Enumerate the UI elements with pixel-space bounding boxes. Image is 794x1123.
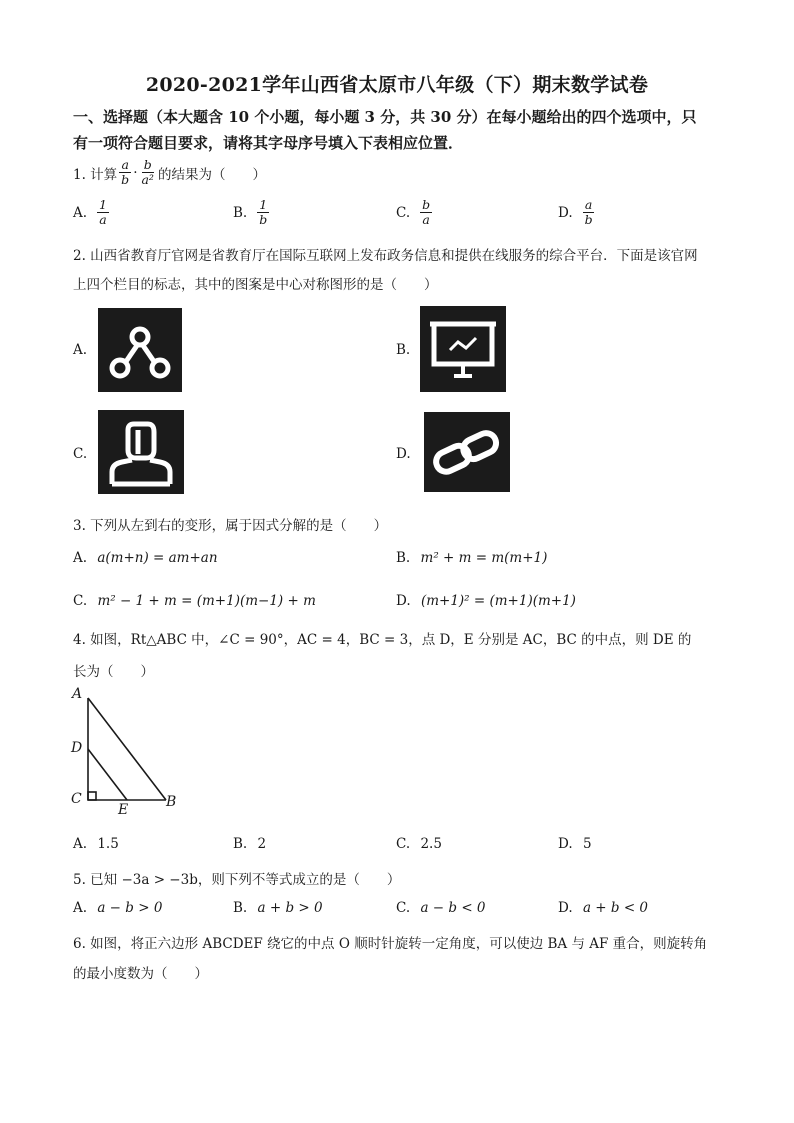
option-label: A. [73, 204, 88, 221]
option-label: C. [396, 900, 411, 916]
option-expression: a − b < 0 [420, 900, 486, 916]
q1-fraction-1 [119, 158, 131, 187]
frac-num: 1 [99, 197, 107, 212]
section-instructions-line2: 有一项符合题目要求，请将其字母序号填入下表相应位置． [73, 134, 464, 152]
frac-num: b [422, 197, 431, 212]
option-expression: a − b > 0 [97, 900, 163, 916]
frac-den: b [584, 212, 593, 227]
question-5-stem: 5. 已知 −3a > −3b，则下列不等式成立的是（ ） [73, 872, 401, 888]
frac-den: a [99, 212, 107, 227]
q1-option-b[interactable] [233, 198, 271, 227]
option-value: 1.5 [97, 836, 119, 852]
option-label: B. [233, 836, 248, 852]
option-value: 5 [582, 836, 592, 852]
q3-option-c[interactable] [73, 593, 316, 609]
q1-option-a-frac [97, 198, 109, 227]
option-expression: m² + m = m(m+1) [420, 550, 548, 566]
q2-option-c-label[interactable]: C. [73, 446, 88, 462]
option-label: A. [73, 836, 88, 852]
q4-option-c[interactable] [396, 836, 442, 852]
option-value: 2 [257, 836, 267, 852]
triangle-figure [68, 686, 188, 820]
q4-option-a[interactable] [73, 836, 119, 852]
vertex-label-b: B [166, 794, 177, 810]
option-label: A. [73, 900, 88, 916]
q1-dot: · [133, 164, 138, 181]
q1-frac2-den: a² [141, 172, 154, 187]
q1-fraction-2 [139, 158, 155, 187]
option-expression: m² − 1 + m = (m+1)(m−1) + m [97, 593, 316, 609]
option-expression: a + b < 0 [582, 900, 649, 916]
option-label: B. [396, 550, 411, 566]
vertex-label-d: D [71, 740, 83, 756]
side-ab [88, 698, 166, 800]
question-1-stem [73, 158, 266, 187]
vertex-label-a: A [72, 686, 83, 702]
question-2-line2: 上四个栏目的标志，其中的图案是中心对称图形的是（ ） [73, 277, 438, 293]
option-value: 2.5 [420, 836, 442, 852]
frac-den: b [259, 212, 268, 227]
option-expression: a + b > 0 [257, 900, 323, 916]
option-label: A. [73, 550, 88, 566]
option-expression: (m+1)² = (m+1)(m+1) [420, 593, 576, 609]
question-4-line2: 长为（ ） [73, 664, 154, 680]
q1-option-d-frac [583, 198, 595, 227]
q2-option-a-label[interactable]: A. [73, 342, 88, 358]
frac-num: a [584, 197, 593, 212]
vertex-label-e: E [118, 802, 129, 818]
presentation-board-icon[interactable] [420, 306, 506, 392]
q1-option-a[interactable] [73, 198, 111, 227]
q3-option-b[interactable] [396, 550, 547, 566]
q1-option-b-frac [257, 198, 269, 227]
q3-option-a[interactable] [73, 550, 218, 566]
chain-link-icon[interactable] [424, 412, 510, 492]
q2-option-b-label[interactable]: B. [396, 342, 411, 358]
question-2-line1: 2. 山西省教育厅官网是省教育厅在国际互联网上发布政务信息和提供在线服务的综合平台．下面是该官网 [73, 248, 698, 264]
q4-option-b[interactable] [233, 836, 266, 852]
section-instructions-line1: 一、选择题（本大题含 10 个小题，每小题 3 分，共 30 分）在每小题给出的四个选项中，只 [73, 108, 697, 126]
q5-option-d[interactable] [558, 900, 648, 916]
user-profile-icon[interactable] [98, 410, 184, 494]
option-label: B. [233, 900, 248, 916]
right-angle-mark [88, 792, 96, 800]
frac-num: 1 [259, 197, 268, 212]
question-3-stem: 3. 下列从左到右的变形，属于因式分解的是（ ） [73, 518, 388, 534]
option-label: C. [396, 204, 411, 221]
q1-prefix: 1. 计算 [73, 166, 118, 183]
option-label: D. [558, 204, 573, 221]
q1-option-c-frac [420, 198, 432, 227]
q1-frac1-den: b [121, 172, 130, 187]
frac-den: a [422, 212, 430, 227]
q1-frac1-num: a [121, 157, 129, 172]
question-6-line1: 6. 如图，将正六边形 ABCDEF 绕它的中点 O 顺时针旋转一定角度，可以使边 BA 与 AF 重合，则旋转角 [73, 936, 708, 952]
q1-frac2-num: b [143, 157, 152, 172]
question-6-line2: 的最小度数为（ ） [73, 966, 208, 982]
option-label: D. [558, 836, 573, 852]
option-label: D. [396, 593, 411, 609]
q5-option-a[interactable] [73, 900, 162, 916]
q2-option-d-label[interactable]: D. [396, 446, 411, 462]
option-label: D. [558, 900, 573, 916]
q1-option-c[interactable] [396, 198, 434, 227]
option-label: C. [396, 836, 411, 852]
q1-suffix: 的结果为（ ） [157, 166, 266, 183]
question-4-line1: 4. 如图，Rt△ABC 中，∠C = 90°，AC = 4，BC = 3，点 D，E 分别是 AC，BC 的中点，则 DE 的 [73, 632, 692, 648]
vertex-label-c: C [71, 791, 82, 807]
q5-option-c[interactable] [396, 900, 486, 916]
option-label: B. [233, 204, 248, 221]
network-nodes-icon[interactable] [98, 308, 182, 392]
q1-option-d[interactable] [558, 198, 597, 227]
q4-option-d[interactable] [558, 836, 592, 852]
option-expression: a(m+n) = am+an [97, 550, 218, 566]
option-label: C. [73, 593, 88, 609]
q3-option-d[interactable] [396, 593, 576, 609]
page-title: 2020-2021学年山西省太原市八年级（下）期末数学试卷 [145, 74, 649, 96]
q5-option-b[interactable] [233, 900, 323, 916]
